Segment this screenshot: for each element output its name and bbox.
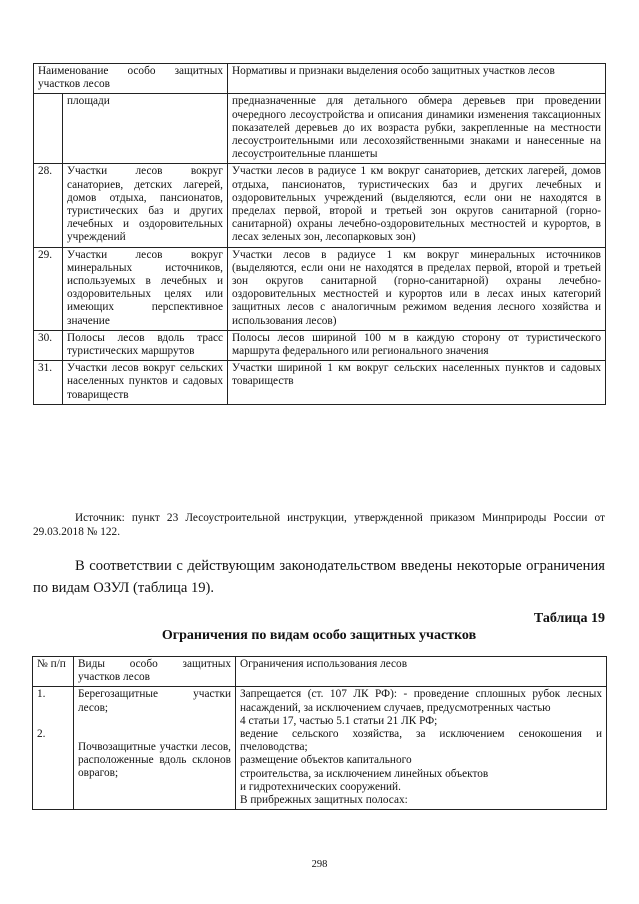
table-row [34, 330, 606, 360]
restriction-line: В прибрежных защитных полосах: [240, 794, 408, 807]
row-type: Почвозащитные участки лесов, расположенные вдоль склонов оврагов; [78, 740, 231, 780]
restriction-line: размещение объектов капитального [240, 754, 412, 767]
row-number: 29. [34, 247, 63, 330]
table-row [34, 94, 606, 164]
header-number-cell: № п/п [33, 657, 74, 687]
header-norms-cell: Нормативы и признаки выделения особо защитных участков лесов [228, 64, 606, 94]
table-row [34, 164, 606, 247]
spacer [78, 715, 231, 728]
table-row [33, 687, 607, 810]
row-name: Полосы лесов вдоль трасс туристических маршрутов [63, 330, 228, 360]
table-row [34, 361, 606, 405]
row-norms: Полосы лесов шириной 100 м в каждую сторону от туристического маршрута федерального или регионального значения [228, 330, 606, 360]
row-norms: Участки лесов в радиусе 1 км вокруг минеральных источников (выделяются, если они не находятся в пределах первой, второй и третьей зон округов санитарной (горно-санитарной) охраны лечебно-оздоровительных местностей и курортов или в лесах иных категорий защитных лесов с аналогичным режимом ведения лесного хозяйства и использования лесов) [228, 247, 606, 330]
row-number: 2. [37, 727, 46, 740]
row-restrictions-cell [236, 687, 607, 810]
body-paragraph: В соответствии с действующим законодательством введены некоторые ограничения по видам ОЗУЛ (таблица 19). [33, 558, 605, 596]
row-number [34, 94, 63, 164]
row-name: Участки лесов вокруг сельских населенных пунктов и садовых товариществ [63, 361, 228, 405]
header-type-cell: Виды особо защитных участков лесов [74, 657, 236, 687]
row-type-cell [74, 687, 236, 810]
table-label: Таблица 19 [533, 611, 605, 626]
spacer [78, 728, 231, 741]
restriction-line: и гидротехнических сооружений. [240, 780, 401, 793]
row-number: 28. [34, 164, 63, 247]
header-name-cell: Наименование особо защитных участков лесов [34, 64, 228, 94]
restriction-line: ведение сельского хозяйства, за исключением сенокошения и пчеловодства; [240, 728, 602, 754]
spacer [37, 702, 69, 715]
table-row [34, 247, 606, 330]
row-type: Берегозащитные участки лесов; [78, 688, 231, 714]
row-number: 31. [34, 361, 63, 405]
source-note: Источник: пункт 23 Лесоустроительной инструкции, утвержденной приказом Минприроды России от 29.03.2018 № 122. [33, 512, 605, 538]
row-number-cell [33, 687, 74, 810]
row-norms: Участки шириной 1 км вокруг сельских населенных пунктов и садовых товариществ [228, 361, 606, 405]
table-header-row [33, 657, 607, 687]
restriction-line: строительства, за исключением линейных объектов [240, 767, 489, 780]
row-norms: предназначенные для детального обмера деревьев при проведении очередного лесоустройства и описания динамики изменения таксационных показателей деревьев до их возраста рубки, закрепленные на местности лесоустроительными или лесохозяйственными знаками и нанесенные на лесоустроительные планшеты [228, 94, 606, 164]
row-norms: Участки лесов в радиусе 1 км вокруг санаториев, детских лагерей, домов отдыха, пансионатов, туристических баз и других лечебных и оздоровительных учреждений (выделяются, если они не находятся в пределах первой, второй и третьей зон округов санитарной (горно-санитарной) охраны лечебно-оздоровительных местностей и курортов, в лесах зеленых зон, лесопарковых зон) [228, 164, 606, 247]
row-name: площади [63, 94, 228, 164]
restrictions-table [32, 656, 607, 810]
page-number: 298 [311, 859, 328, 870]
spacer [37, 715, 69, 728]
protected-areas-table [33, 63, 606, 405]
row-name: Участки лесов вокруг минеральных источников, используемых в лечебных и оздоровительных целях или имеющих перспективное значение [63, 247, 228, 330]
table-title: Ограничения по видам особо защитных участков [161, 628, 477, 643]
row-name: Участки лесов вокруг санаториев, детских лагерей, домов отдыха, пансионатов, туристических баз и других лечебных и оздоровительных учреждений [63, 164, 228, 247]
row-number: 1. [37, 688, 46, 701]
header-restrictions-cell: Ограничения использования лесов [236, 657, 607, 687]
restriction-line: 4 статьи 17, частью 5.1 статьи 21 ЛК РФ; [240, 714, 438, 727]
row-number: 30. [34, 330, 63, 360]
table-header-row [34, 64, 606, 94]
restriction-line: Запрещается (ст. 107 ЛК РФ): - проведение сплошных рубок лесных насаждений, за исключением случаев, предусмотренных частью [240, 688, 602, 714]
